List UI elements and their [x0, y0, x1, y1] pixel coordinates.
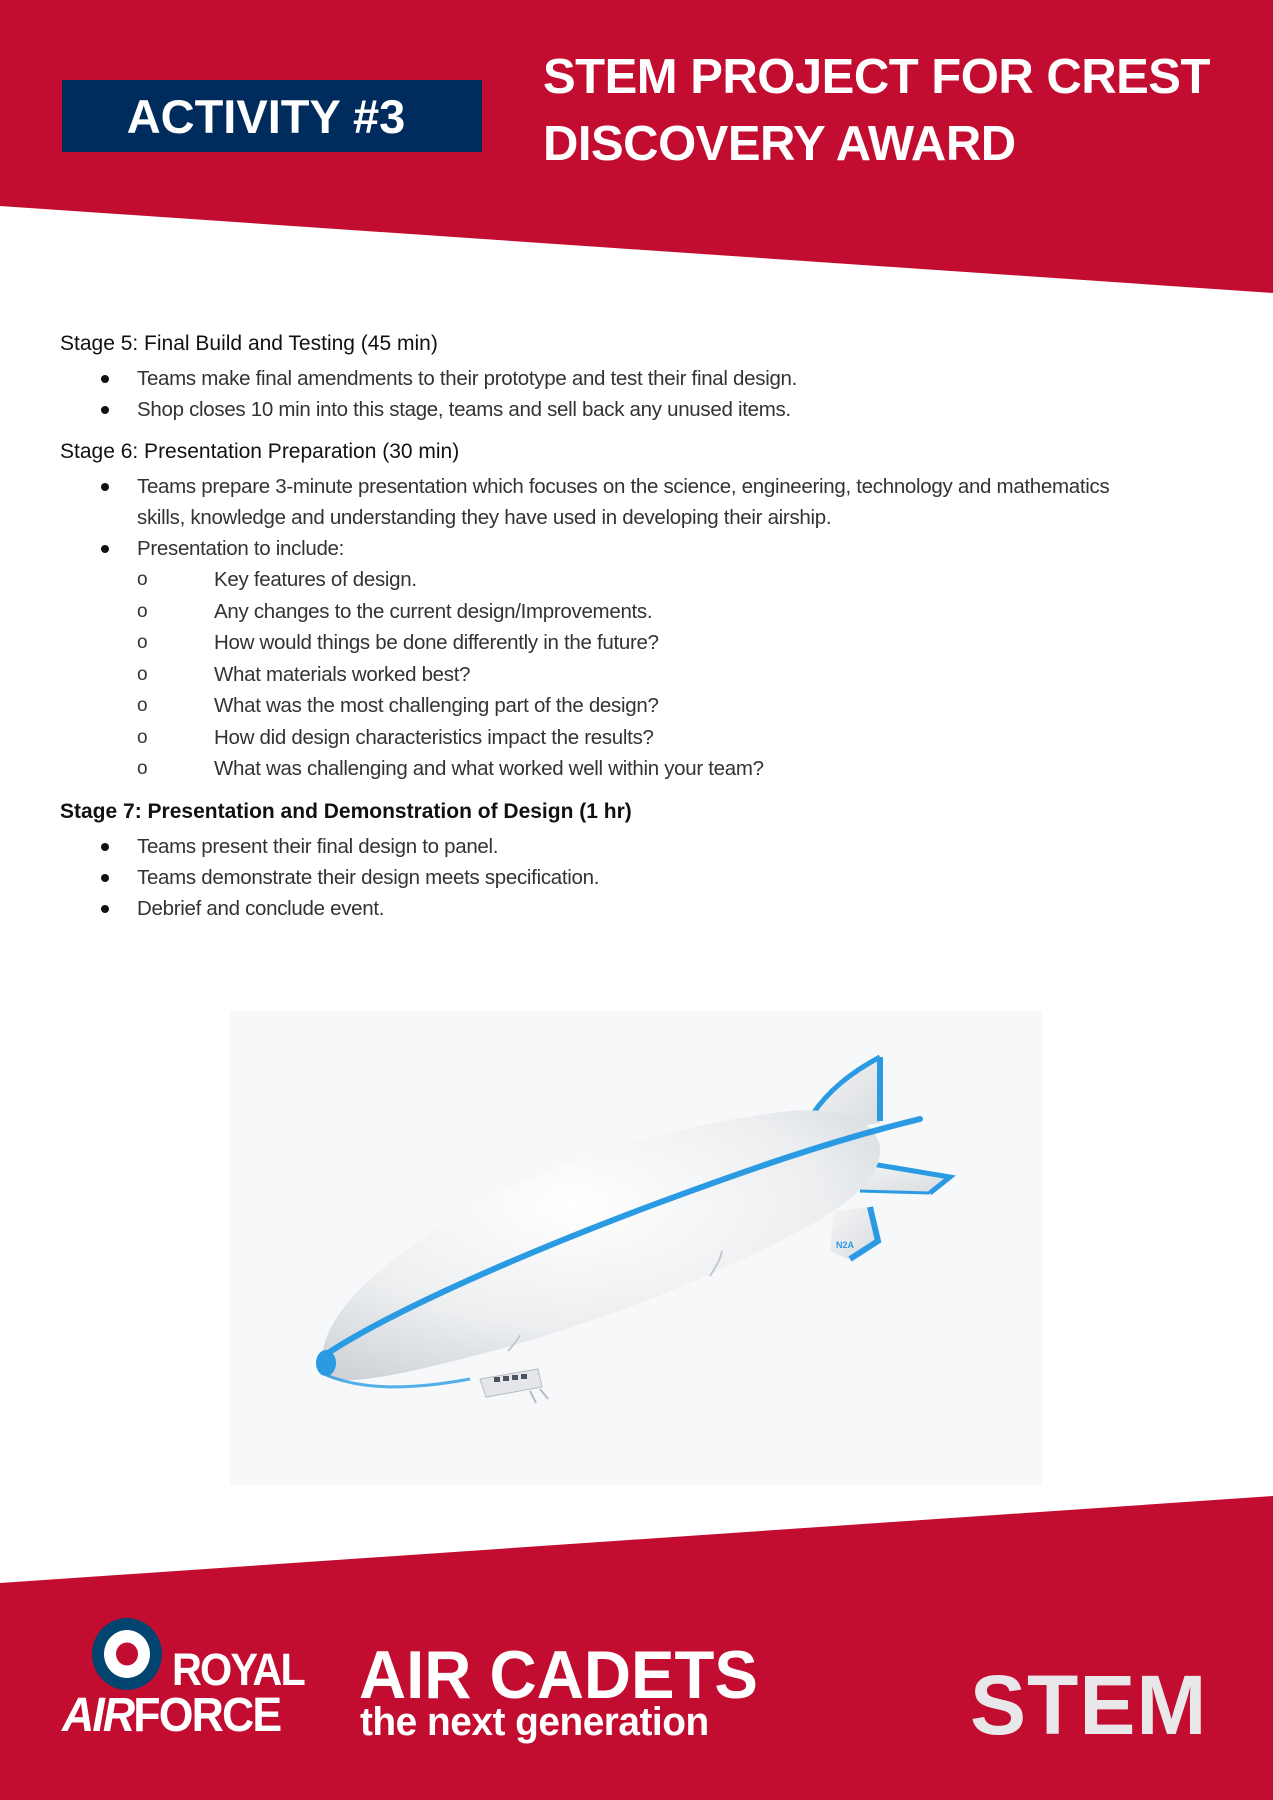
stage-5-bullets: [60, 363, 1210, 425]
stem-label: STEM: [970, 1658, 1208, 1752]
bullet-icon: [101, 545, 109, 553]
raf-royal-text: ROYAL: [172, 1644, 304, 1695]
stage-6-heading: Stage 6: Presentation Preparation (30 min): [60, 440, 460, 463]
title-line-1: STEM PROJECT FOR CREST: [543, 50, 1210, 104]
raf-roundel-icon: [91, 1617, 163, 1691]
air-cadets-title: AIR CADETS: [359, 1637, 758, 1713]
list-item: Teams prepare 3-minute presentation which focuses on the science, engineering, technology and mathematics skills, knowledge and understanding they have used in developing their airship.: [60, 471, 1210, 533]
circle-bullet-icon: o: [137, 569, 148, 590]
stage-7-heading: Stage 7: Presentation and Demonstration of Design (1 hr): [60, 799, 632, 823]
bullet-icon: [101, 843, 109, 851]
stage-6-section: [60, 435, 1210, 785]
circle-bullet-icon: o: [137, 663, 148, 685]
air-cadets-tagline: the next generation: [360, 1700, 709, 1744]
airship-illustration-icon: [230, 1011, 1042, 1485]
bullet-icon: [101, 375, 109, 383]
bullet-icon: [101, 905, 109, 913]
document-title: [543, 44, 1210, 178]
airship-image: [230, 1011, 1042, 1485]
bullet-icon: [101, 483, 109, 491]
sub-list-item: o What was the most challenging part of the design?: [137, 690, 1210, 722]
bullet-icon: [101, 406, 109, 414]
title-line-2: DISCOVERY AWARD: [543, 117, 1016, 171]
raf-airforce-text: AIRFORCE: [62, 1689, 281, 1742]
circle-bullet-icon: o: [137, 600, 148, 622]
sub-list-item: o Key features of design.: [137, 564, 1210, 596]
circle-bullet-icon: o: [137, 632, 148, 653]
circle-bullet-icon: o: [137, 695, 148, 716]
svg-text:N2A: N2A: [836, 1240, 855, 1250]
presentation-checklist: [137, 564, 1210, 785]
bullet-icon: [101, 874, 109, 882]
list-item: Debrief and conclude event.: [60, 893, 1210, 924]
activity-badge: [62, 80, 482, 152]
list-item: Teams demonstrate their design meets specification.: [60, 862, 1210, 893]
list-item: Teams make final amendments to their prototype and test their final design.: [60, 363, 1210, 394]
list-item: Teams present their final design to panel.: [60, 831, 1210, 862]
sub-list-item: o How would things be done differently in the future?: [137, 627, 1210, 659]
stage-7-bullets: [60, 831, 1210, 924]
stage-5-heading: Stage 5: Final Build and Testing (45 min): [60, 332, 438, 355]
stage-5-section: [60, 327, 1210, 425]
circle-bullet-icon: o: [137, 758, 148, 779]
circle-bullet-icon: o: [137, 726, 148, 748]
sub-list-item: o What was challenging and what worked well within your team?: [137, 753, 1210, 785]
sub-list-item: o How did design characteristics impact the results?: [137, 722, 1210, 754]
list-item: Presentation to include: o Key features of design. o Any changes to the current design/Improvements. o How would things be done differently in the future? o What materials worked best? o What was the most challenging part of the design? o How did design characteristics impact the results? o What was challenging and what worked well within your team?: [60, 533, 1210, 785]
activity-label: ACTIVITY #3: [126, 89, 406, 143]
raf-air-cadets-logo: [62, 1618, 782, 1758]
sub-list-item: o What materials worked best?: [137, 659, 1210, 691]
list-item: Shop closes 10 min into this stage, teams and sell back any unused items.: [60, 394, 1210, 425]
sub-list-item: o Any changes to the current design/Improvements.: [137, 596, 1210, 628]
stage-6-bullets: [60, 471, 1210, 785]
stage-7-section: [60, 795, 1210, 924]
stages-content: [60, 327, 1210, 924]
